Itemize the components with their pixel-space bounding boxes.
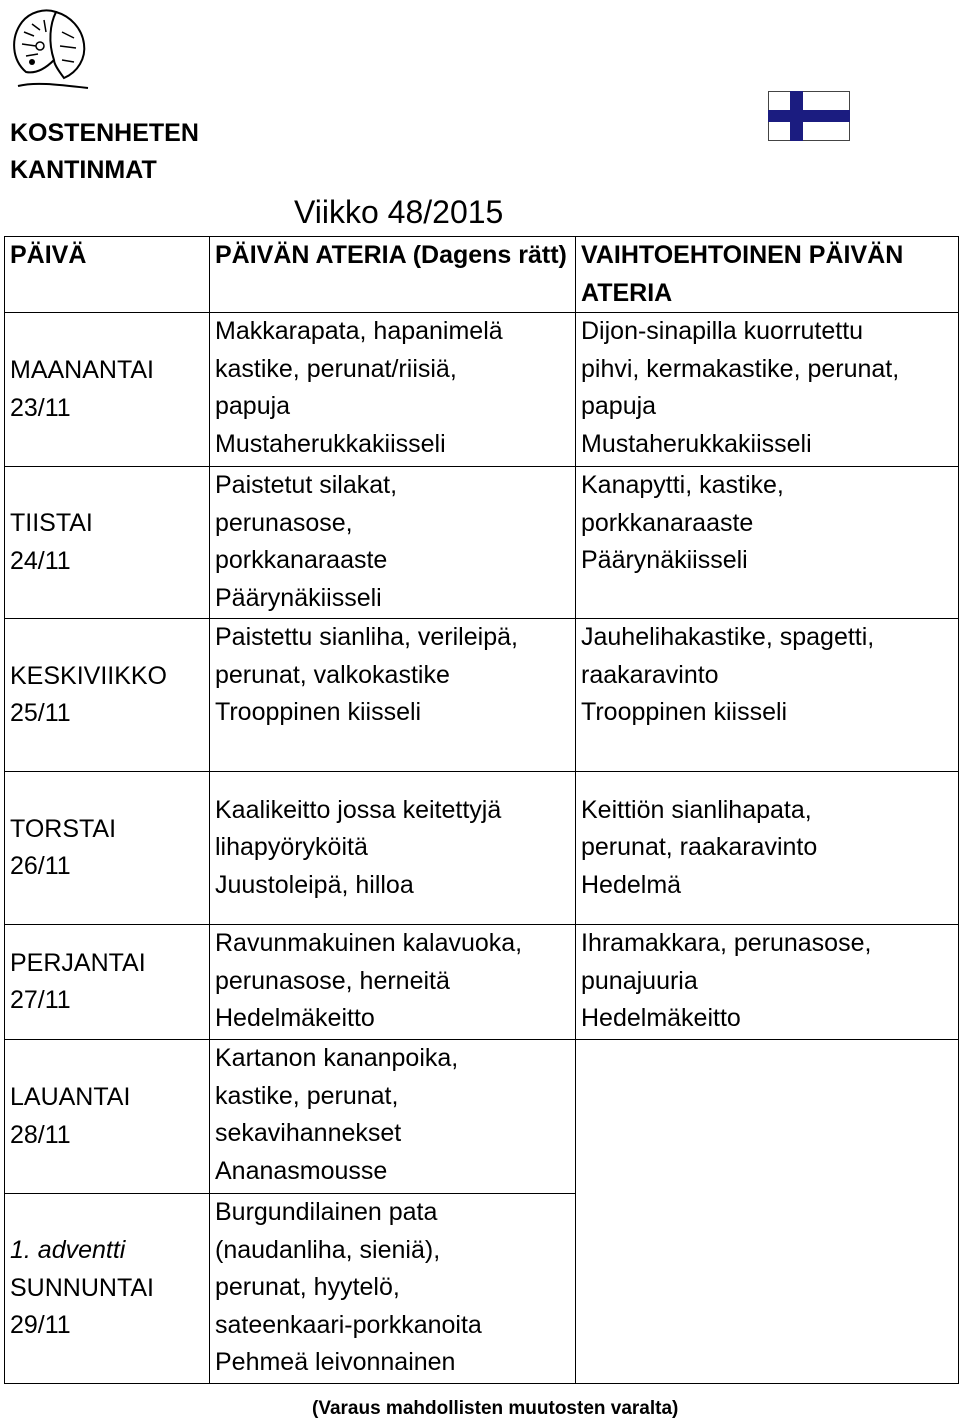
day-name: KESKIVIIKKO <box>10 661 168 690</box>
alternative-cell <box>576 772 959 925</box>
alternative-line: Mustaherukkakiisseli <box>581 429 812 458</box>
day-date: 24/11 <box>10 546 71 575</box>
meal-cell <box>210 925 576 1040</box>
day-cell <box>5 619 210 772</box>
meal-line: perunat, valkokastike <box>215 660 450 689</box>
meal-line: Pehmeä leivonnainen <box>215 1348 456 1376</box>
day-note: 1. adventti <box>10 1236 126 1265</box>
alternative-line: Päärynäkiisseli <box>581 546 748 574</box>
meal-cell <box>210 619 576 772</box>
meal-line: sekavihannekset <box>215 1119 402 1147</box>
finnish-flag-icon <box>768 91 850 141</box>
meal-line: Paistettu sianliha, verileipä, <box>215 623 518 651</box>
alternative-cell-empty <box>576 1040 959 1384</box>
meal-line: kastike, perunat/riisiä, <box>215 354 457 383</box>
meal-line: Ravunmakuinen kalavuoka, <box>215 929 523 957</box>
column-header-alternative: VAIHTOEHTOINEN PÄIVÄN ATERIA <box>576 237 959 313</box>
meal-line: sateenkaari-porkkanoita <box>215 1310 482 1339</box>
alternative-line: Jauhelihakastike, spagetti, <box>581 623 875 651</box>
alternative-line: Keittiön sianlihapata, <box>581 795 812 824</box>
fruit-sketch-logo <box>4 2 96 94</box>
meal-line: lihapyöryköitä <box>215 833 368 862</box>
organization-title <box>10 115 199 189</box>
day-name: SUNNUNTAI <box>10 1273 154 1302</box>
meal-line: perunasose, herneitä <box>215 966 450 995</box>
day-name: MAANANTAI <box>10 356 154 384</box>
alternative-cell <box>576 313 959 467</box>
table-row <box>5 772 959 925</box>
alternative-cell <box>576 467 959 619</box>
meal-line: Kaalikeitto jossa keitettyjä <box>215 795 502 824</box>
table-row <box>5 467 959 619</box>
week-title: Viikko 48/2015 <box>294 194 504 230</box>
meal-line: Burgundilainen pata <box>215 1198 438 1226</box>
meal-line: porkkanaraaste <box>215 546 388 574</box>
alternative-line: Ihramakkara, perunasose, <box>581 929 872 957</box>
alternative-line: Dijon-sinapilla kuorrutettu <box>581 317 864 345</box>
column-header-meal: PÄIVÄN ATERIA (Dagens rätt) <box>210 237 576 313</box>
day-date: 26/11 <box>10 852 71 880</box>
weekly-menu-table <box>4 236 959 1384</box>
table-header-row <box>5 237 959 313</box>
day-cell <box>5 313 210 467</box>
day-name: PERJANTAI <box>10 948 146 977</box>
day-date: 23/11 <box>10 393 71 422</box>
meal-line: papuja <box>215 392 291 420</box>
day-cell <box>5 1040 210 1194</box>
day-date: 28/11 <box>10 1120 71 1149</box>
alternative-line: papuja <box>581 392 657 420</box>
alternative-line: porkkanaraaste <box>581 508 754 537</box>
column-header-day: PÄIVÄ <box>5 237 210 313</box>
meal-line: Kartanon kananpoika, <box>215 1044 459 1072</box>
meal-line: Trooppinen kiisseli <box>215 698 422 726</box>
table-row <box>5 1040 959 1194</box>
meal-line: Päärynäkiisseli <box>215 583 382 612</box>
day-date: 27/11 <box>10 986 71 1014</box>
table-row <box>5 313 959 467</box>
alternative-line: raakaravinto <box>581 660 719 689</box>
meal-line: perunasose, <box>215 508 353 537</box>
alternative-cell <box>576 619 959 772</box>
alternative-line: Trooppinen kiisseli <box>581 698 788 726</box>
organization-title-line: KANTINMAT <box>10 156 157 184</box>
alternative-line: Kanapytti, kastike, <box>581 471 784 499</box>
meal-line: Mustaherukkakiisseli <box>215 429 446 458</box>
day-cell <box>5 1194 210 1384</box>
day-name: TIISTAI <box>10 509 93 537</box>
meal-cell <box>210 313 576 467</box>
day-name: TORSTAI <box>10 814 117 843</box>
table-row <box>5 619 959 772</box>
meal-line: Paistetut silakat, <box>215 471 398 499</box>
meal-cell <box>210 772 576 925</box>
day-cell <box>5 925 210 1040</box>
meal-line: Hedelmäkeitto <box>215 1004 375 1032</box>
day-name: LAUANTAI <box>10 1083 131 1111</box>
alternative-line: Hedelmäkeitto <box>581 1004 741 1032</box>
meal-line: perunat, hyytelö, <box>215 1273 400 1301</box>
meal-cell <box>210 1194 576 1384</box>
alternative-line: punajuuria <box>581 966 698 995</box>
table-row <box>5 925 959 1040</box>
alternative-line: pihvi, kermakastike, perunat, <box>581 354 900 383</box>
meal-line: kastike, perunat, <box>215 1081 399 1110</box>
footer-note: (Varaus mahdollisten muutosten varalta) <box>312 1398 679 1419</box>
meal-cell <box>210 1040 576 1194</box>
organization-title-line: KOSTENHETEN <box>10 119 199 147</box>
day-date: 25/11 <box>10 699 71 727</box>
alternative-line: perunat, raakaravinto <box>581 833 818 862</box>
meal-cell <box>210 467 576 619</box>
meal-line: Juustoleipä, hilloa <box>215 870 414 899</box>
meal-line: Makkarapata, hapanimelä <box>215 317 503 345</box>
alternative-cell <box>576 925 959 1040</box>
meal-line: Ananasmousse <box>215 1156 388 1185</box>
meal-line: (naudanliha, sieniä), <box>215 1235 441 1264</box>
day-date: 29/11 <box>10 1311 71 1340</box>
day-cell <box>5 467 210 619</box>
alternative-line: Hedelmä <box>581 870 682 899</box>
day-cell <box>5 772 210 925</box>
